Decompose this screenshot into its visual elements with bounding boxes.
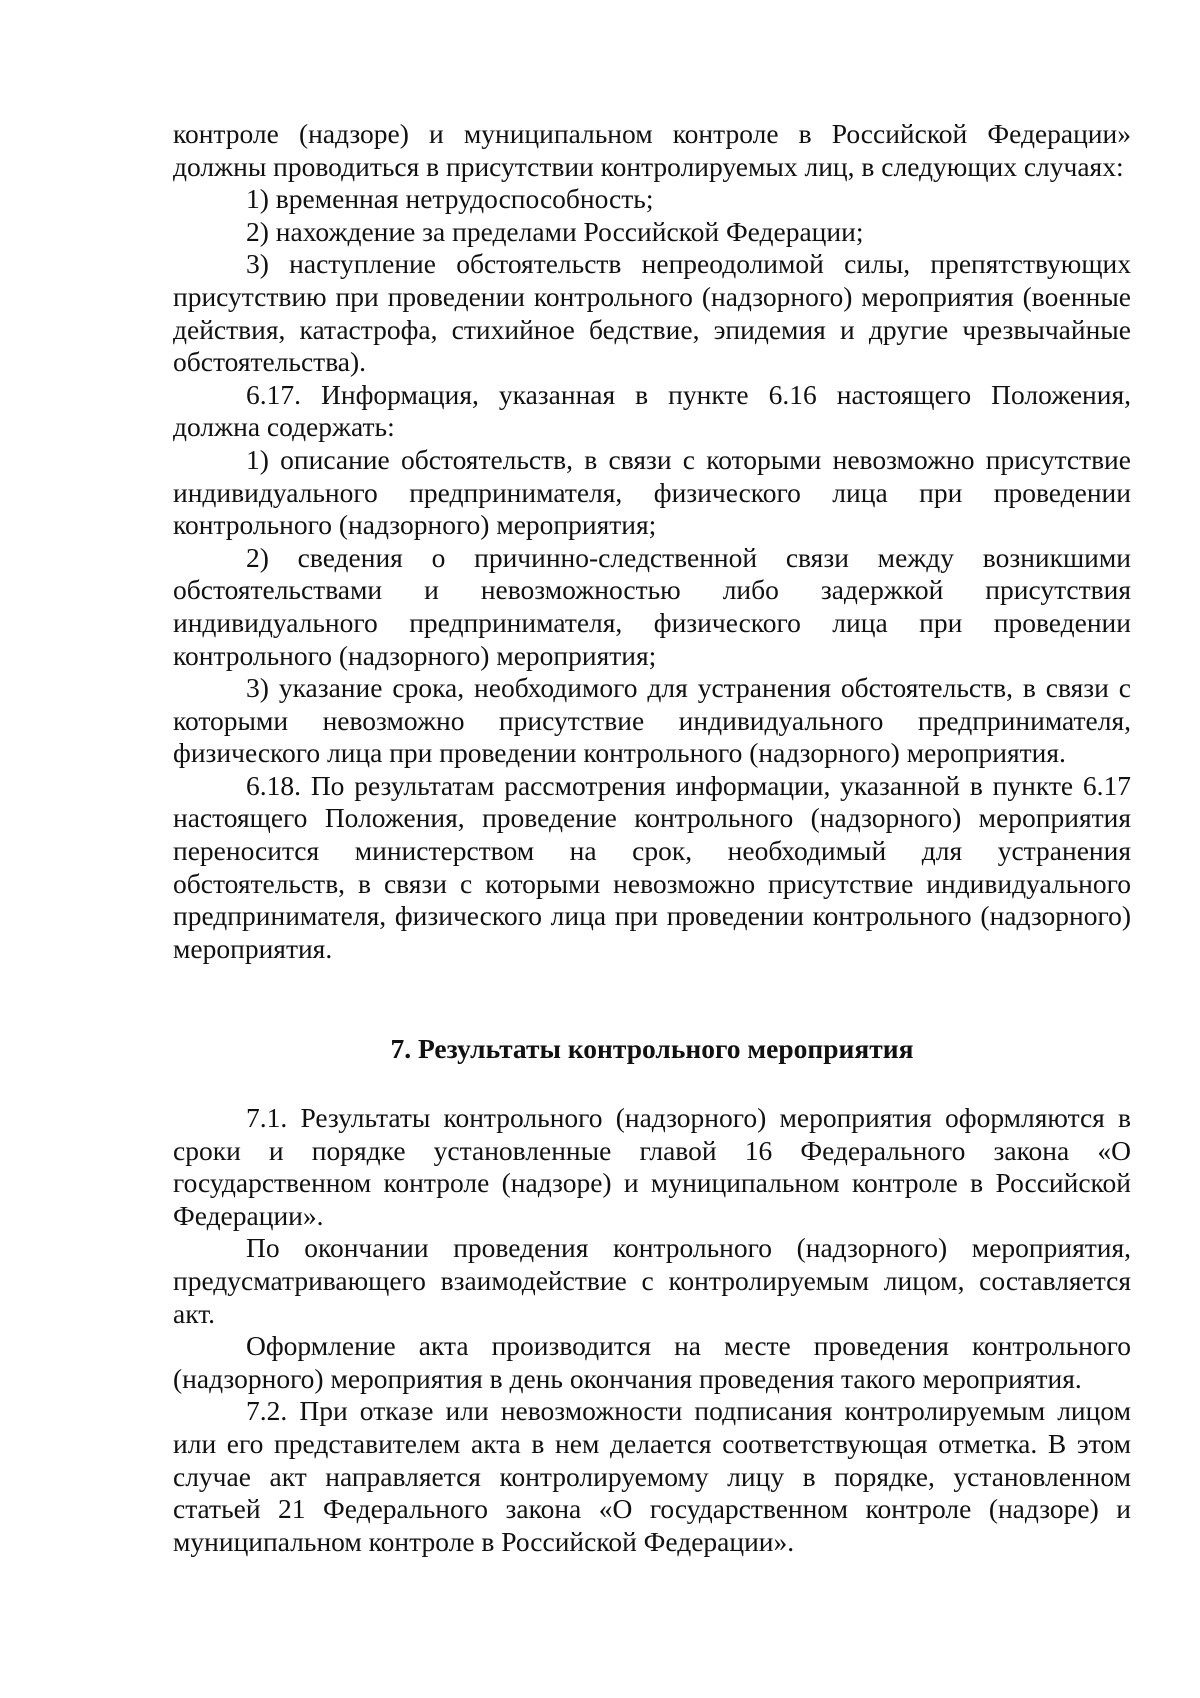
section-heading-7: 7. Результаты контрольного мероприятия	[390, 1033, 914, 1064]
paragraph-act-drawn-up: По окончании проведения контрольного (надзорного) мероприятия, предусматривающего взаимодействие с контролируемым лицом, составляется акт.	[173, 1232, 1131, 1329]
paragraph-act-execution: Оформление акта производится на месте проведения контрольного (надзорного) мероприятия в день окончания проведения такого мероприятия.	[173, 1330, 1131, 1394]
clause-7-1: 7.1. Результаты контрольного (надзорного) мероприятия оформляются в сроки и порядке установленные главой 16 Федерального закона «О государственном контроле (надзоре) и муниципальном контроле в Российской Федерации».	[173, 1102, 1131, 1231]
document-body-top	[173, 118, 1131, 965]
list-item-2-abroad: 2) нахождение за пределами Российской Федерации;	[246, 215, 864, 247]
list-item-3-force-majeure: 3) наступление обстоятельств непреодолимой силы, препятствующих присутствию при проведении контрольного (надзорного) мероприятия (военные действия, катастрофа, стихийное бедствие, эпидемия и другие чрезвычайные обстоятельства).	[173, 248, 1131, 378]
clause-6-17: 6.17. Информация, указанная в пункте 6.16 настоящего Положения, должна содержать:	[173, 378, 1131, 443]
list-item-1-temporary-disability: 1) временная нетрудоспособность;	[246, 183, 654, 215]
paragraph-continuation: контроле (надзоре) и муниципальном контроле в Российской Федерации» должны проводиться в присутствии контролируемых лиц, в следующих случаях:	[173, 118, 1131, 182]
clause-6-18: 6.18. По результатам рассмотрения информации, указанной в пункте 6.17 настоящего Положения, проведение контрольного (надзорного) мероприятия переносится министерством на срок, необходимый для устранения обстоятельств, в связи с которыми невозможно присутствие индивидуального предпринимателя, физического лица при проведении контрольного (надзорного) мероприятия.	[173, 769, 1131, 964]
list-item-3-term: 3) указание срока, необходимого для устранения обстоятельств, в связи с которыми невозможно присутствие индивидуального предпринимателя, физического лица при проведении контрольного (надзорного) мероприятия.	[173, 672, 1131, 769]
list-item-1-description: 1) описание обстоятельств, в связи с которыми невозможно присутствие индивидуального предпринимателя, физического лица при проведении контрольного (надзорного) мероприятия;	[173, 443, 1131, 541]
list-item-2-causal-link: 2) сведения о причинно-следственной связи между возникшими обстоятельствами и невозможностью либо задержкой присутствия индивидуального предпринимателя, физического лица при проведении контрольного (надзорного) мероприятия;	[173, 541, 1131, 671]
document-body-bottom	[173, 1102, 1131, 1558]
clause-7-2: 7.2. При отказе или невозможности подписания контролируемым лицом или его представителем акта в нем делается соответствующая отметка. В этом случае акт направляется контролируемому лицу в порядке, установленном статьей 21 Федерального закона «О государственном контроле (надзоре) и муниципальном контроле в Российской Федерации».	[173, 1395, 1131, 1557]
